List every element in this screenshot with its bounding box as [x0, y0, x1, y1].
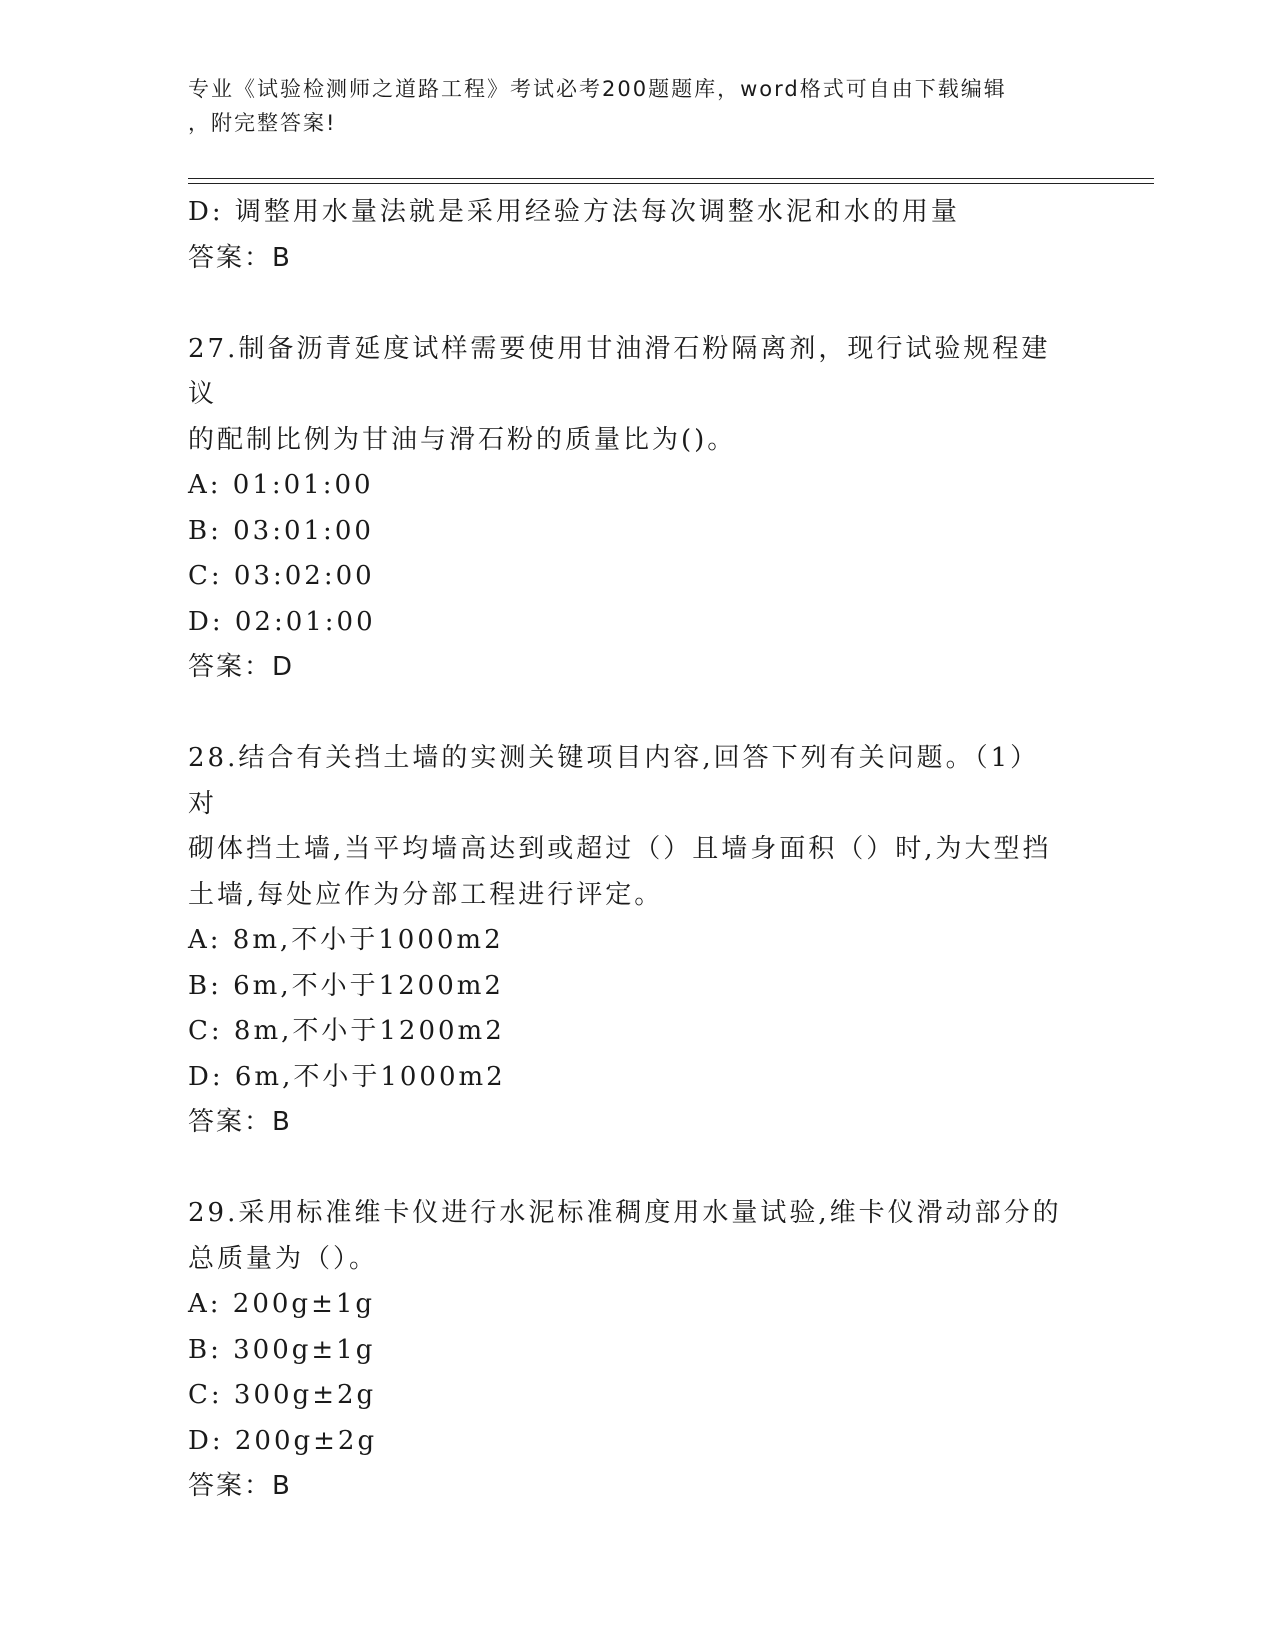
document-header — [188, 72, 1078, 140]
question-27-option-a: A: 01:01:00 — [188, 470, 374, 500]
question-29-stem-line-1: 29.采用标准维卡仪进行水泥标准稠度用水量试验,维卡仪滑动部分的 — [188, 1198, 1062, 1228]
question-28-stem-line-2: 砌体挡土墙,当平均墙高达到或超过（）且墙身面积（）时,为大型挡 — [188, 834, 1052, 864]
question-29-stem-line-2: 总质量为（）。 — [188, 1243, 379, 1274]
question-29-option-c: C: 300g±2g — [188, 1380, 377, 1410]
question-28-option-a: A: 8m,不小于1000m2 — [188, 925, 504, 955]
question-29-option-d: D: 200g±2g — [188, 1425, 378, 1456]
header-divider-bottom — [188, 183, 1154, 184]
question-content — [188, 190, 1088, 1510]
spacer — [188, 691, 1088, 737]
header-title-line-1: 专业《试验检测师之道路工程》考试必考200题题库，word格式可自由下载编辑 — [188, 77, 1007, 101]
question-28-stem-line-1: 28.结合有关挡土墙的实测关键项目内容,回答下列有关问题。（1）对 — [188, 743, 1040, 819]
header-title-line-2: ，附完整答案! — [188, 111, 337, 135]
question-28-answer: 答案：B — [188, 1107, 292, 1137]
question-27-option-c: C: 03:02:00 — [188, 561, 375, 591]
question-27 — [188, 327, 1088, 691]
question-27-option-d: D: 02:01:00 — [188, 606, 376, 637]
question-28-option-b: B: 6m,不小于1200m2 — [188, 970, 504, 1001]
prev-question-answer: 答案：B — [188, 242, 292, 273]
question-29-answer: 答案：B — [188, 1471, 292, 1501]
spacer — [188, 281, 1088, 327]
prev-question-option-d: D: 调整用水量法就是采用经验方法每次调整水泥和水的用量 — [188, 197, 960, 227]
question-29 — [188, 1191, 1088, 1510]
question-27-option-b: B: 03:01:00 — [188, 515, 374, 546]
question-28 — [188, 736, 1088, 1146]
question-27-answer: 答案：D — [188, 652, 295, 682]
question-28-stem-line-3: 土墙,每处应作为分部工程进行评定。 — [188, 879, 664, 910]
question-28-option-d: D: 6m,不小于1000m2 — [188, 1061, 506, 1092]
question-27-stem-line-1: 27.制备沥青延度试样需要使用甘油滑石粉隔离剂，现行试验规程建议 — [188, 333, 1051, 409]
spacer — [188, 1146, 1088, 1192]
question-29-option-a: A: 200g±1g — [188, 1289, 376, 1319]
question-29-option-b: B: 300g±1g — [188, 1334, 376, 1365]
question-28-option-c: C: 8m,不小于1200m2 — [188, 1016, 505, 1046]
question-27-stem-line-2: 的配制比例为甘油与滑石粉的质量比为()。 — [188, 424, 737, 455]
header-divider-top — [188, 178, 1154, 179]
